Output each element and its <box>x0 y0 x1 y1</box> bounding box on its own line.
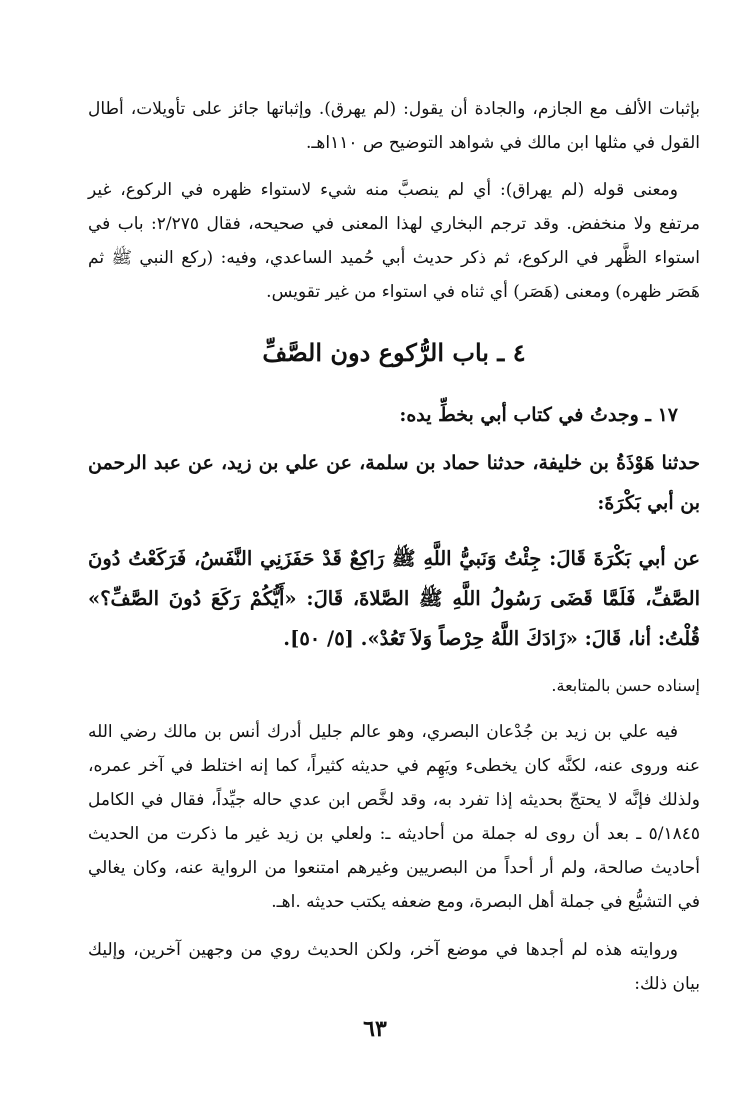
hadith-matn: عن أبي بَكْرَةَ قَالَ: جِئْتُ وَنَبيُّ اللَّهِ ﷺ رَاكِعٌ قَدْ حَفَزَنِي النَّفَسُ، فَرَكَعْتُ دُونَ الصَّفِّ، فَلَمَّا قَضَى رَسُولُ اللَّهِ ﷺ الصَّلاةَ، قَالَ: «أَيُّكُمْ رَكَعَ دُونَ الصَّفِّ؟» قُلْتُ: أنا، قَالَ: «زَادَكَ اللَّهُ حِرْصاً وَلاَ تَعُدْ». [٥/ ٥٠]. <box>88 547 700 650</box>
page-body <box>88 92 700 1112</box>
footnote-paragraph-2: ومعنى قوله (لم يهراق): أي لم ينصبَّ منه شيء لاستواء ظهره في الركوع، غير مرتفع ولا منخفض. وقد ترجم البخاري لهذا المعنى في صحيحه، فقال ٢/٢٧٥: باب في استواء الظَّهر في الركوع، ثم ذكر حديث أبي حُميد الساعدي، وفيه: (ركع النبي ﷺ ثم هَصَر ظهره) ومعنى (هَصَر) أي ثناه في استواء من غير تقويس. <box>88 180 700 302</box>
narrator-commentary: فيه علي بن زيد بن جُدْعان البصري، وهو عالم جليل أدرك أنس بن مالك رضي الله عنه وروى عنه، لكنَّه كان يخطىء ويَهِم في حديثه كثيراً، كما إنه اختلط في آخر عمره، ولذلك فإنَّه لا يحتجّ بحديثه إذا تفرد به، وقد لخَّص ابن عدي حاله جيِّداً، فقال في الكامل ٥/١٨٤٥ ـ بعد أن روى له جملة من أحاديثه ـ: ولعلي بن زيد غير ما ذكرت من الحديث أحاديث صالحة، ولم أر أحداً من البصريين وغيرهم امتنعوا من الرواية عنه، وكان يغالي في التشيُّع في جملة أهل البصرة، ومع ضعفه يكتب حديثه .اهـ. <box>88 722 700 912</box>
narration-commentary: وروايته هذه لم أجدها في موضع آخر، ولكن الحديث روي من وجهين آخرين، وإليك بيان ذلك: <box>88 940 700 994</box>
hadith-number-line: ١٧ ـ وجدتُ في كتاب أبي بخطِّ يده: <box>399 404 678 426</box>
hadith-isnad: حدثنا هَوْذَةُ بن خليفة، حدثنا حماد بن سلمة، عن علي بن زيد، عن عبد الرحمن بن أبي بَكْرَةَ: <box>88 452 700 514</box>
chapter-title: ٤ ـ باب الرُّكوع دون الصَّفِّ <box>262 338 526 367</box>
page-number: ٦٣ <box>363 1016 387 1042</box>
footnote-paragraph-1: بإثبات الألف مع الجازم، والجادة أن يقول: (لم يهرق). وإثباتها جائز على تأويلات، أطال القول في مثلها ابن مالك في شواهد التوضيح ص ١١٠اهـ. <box>88 99 700 153</box>
hadith-grading: إسناده حسن بالمتابعة. <box>551 676 700 695</box>
